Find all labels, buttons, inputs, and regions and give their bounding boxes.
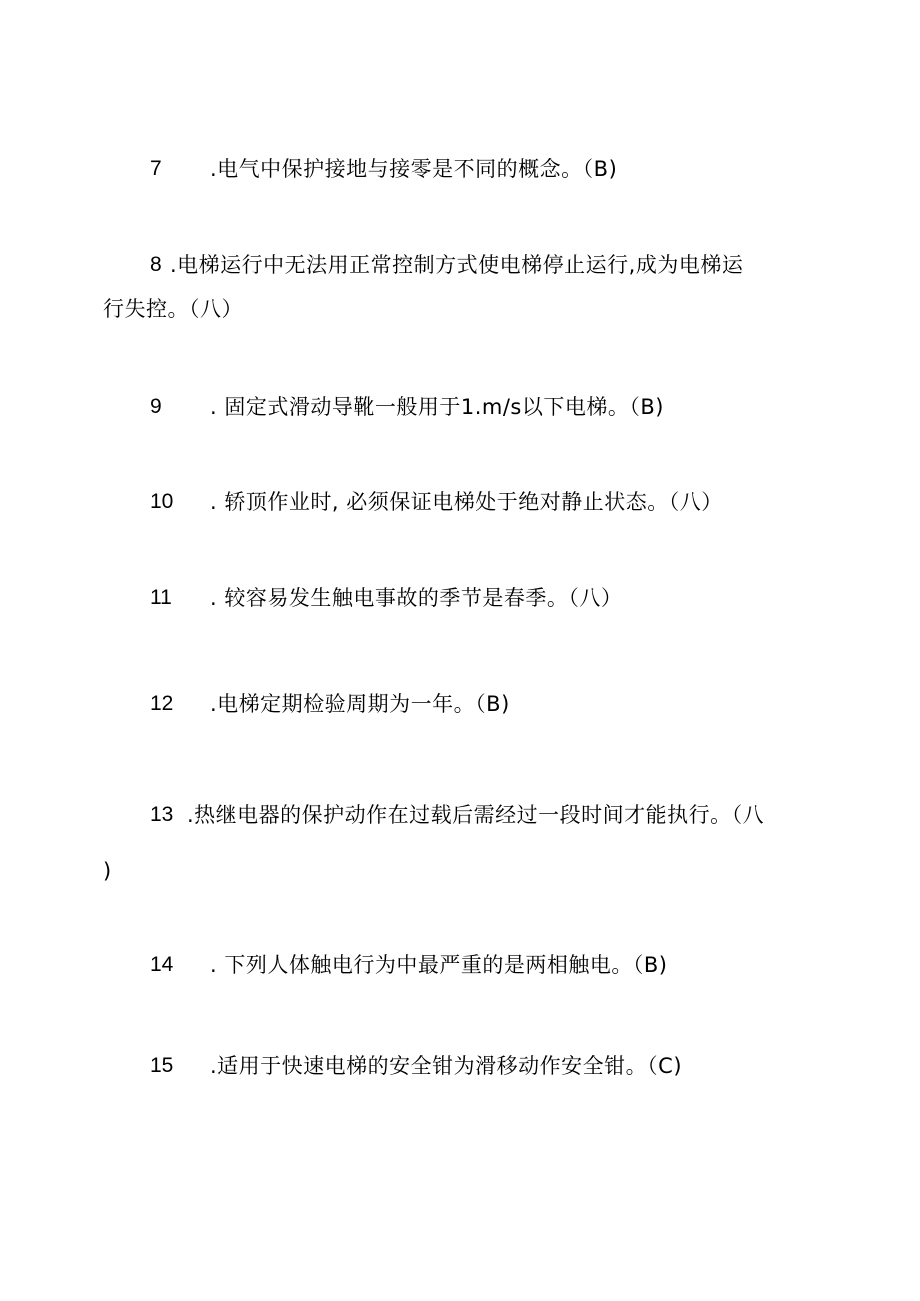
item-text: .电梯定期检验周期为一年。（B) bbox=[210, 692, 510, 716]
item-text: .适用于快速电梯的安全钳为滑移动作安全钳。（C) bbox=[210, 1054, 683, 1078]
item-number: 15 bbox=[150, 1054, 174, 1077]
item-number: 7 bbox=[150, 157, 162, 180]
item-continuation-text: 行失控。（八） bbox=[103, 297, 243, 321]
item-number: 8 bbox=[150, 253, 162, 276]
item-text: . 下列人体触电行为中最严重的是两相触电。（B) bbox=[210, 953, 668, 977]
item-continuation-text: ) bbox=[103, 859, 112, 883]
item-number: 11 bbox=[150, 586, 172, 609]
item-number: 10 bbox=[150, 490, 174, 513]
item-text: . 较容易发生触电事故的季节是春季。（八） bbox=[210, 586, 623, 610]
item-number: 9 bbox=[150, 395, 162, 418]
item-number: 13 bbox=[150, 803, 174, 826]
item-text: .热继电器的保护动作在过载后需经过一段时间才能执行。（八 bbox=[187, 803, 765, 827]
item-text: . 轿顶作业时, 必须保证电梯处于绝对静止状态。（八） bbox=[210, 490, 723, 514]
item-text: .电梯运行中无法用正常控制方式使电梯停止运行,成为电梯运 bbox=[170, 253, 744, 277]
item-text: .电气中保护接地与接零是不同的概念。（B) bbox=[210, 157, 618, 181]
item-number: 14 bbox=[150, 953, 174, 976]
item-number: 12 bbox=[150, 692, 174, 715]
item-text: . 固定式滑动导靴一般用于1.m/s以下电梯。（B) bbox=[210, 395, 664, 419]
